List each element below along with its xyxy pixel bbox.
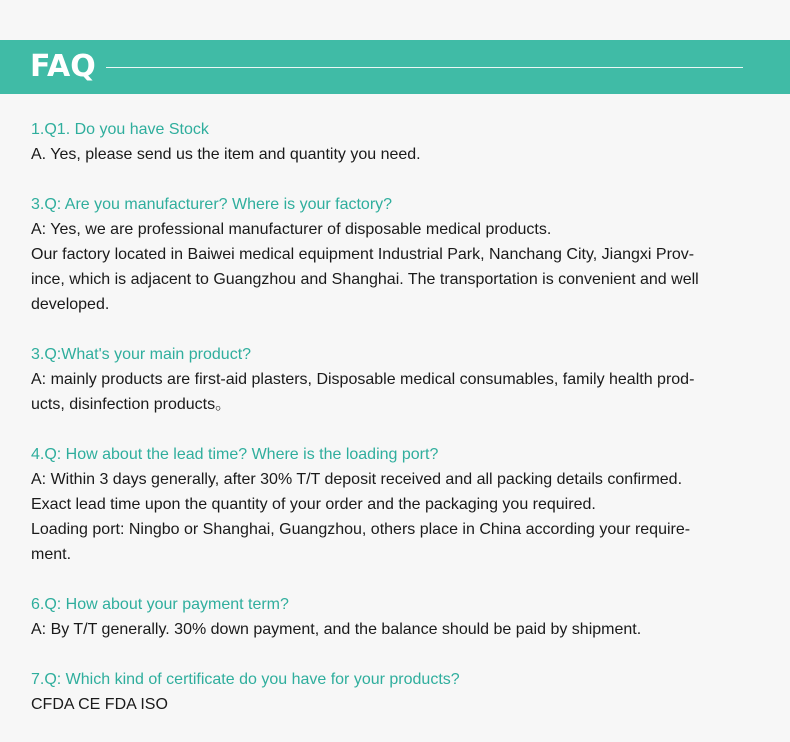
faq-item xyxy=(31,342,766,417)
faq-answer-line: ment. xyxy=(31,546,72,563)
faq-answer-line: CFDA CE FDA ISO xyxy=(31,696,168,713)
faq-item xyxy=(31,192,766,317)
faq-answer-line: ince, which is adjacent to Guangzhou and Shanghai. The transportation is convenient and well xyxy=(31,271,699,288)
faq-answer-line: developed. xyxy=(31,296,110,313)
faq-answer-line: Exact lead time upon the quantity of your order and the packaging you required. xyxy=(31,496,596,513)
faq-item xyxy=(31,592,766,642)
faq-question: 7.Q: Which kind of certificate do you have for your products? xyxy=(31,671,460,688)
faq-question: 1.Q1. Do you have Stock xyxy=(31,121,209,138)
faq-answer-line: Our factory located in Baiwei medical equipment Industrial Park, Nanchang City, Jiangxi Prov- xyxy=(31,246,695,263)
faq-answer-line: A: mainly products are first-aid plasters, Disposable medical consumables, family health prod- xyxy=(31,371,695,388)
faq-answer-line: A: Yes, we are professional manufacturer of disposable medical products. xyxy=(31,221,552,238)
faq-item xyxy=(31,667,766,717)
faq-list xyxy=(31,117,766,742)
faq-question: 3.Q: Are you manufacturer? Where is your factory? xyxy=(31,196,393,213)
faq-answer-line: ucts, disinfection products。 xyxy=(31,396,232,413)
faq-answer-line: A. Yes, please send us the item and quantity you need. xyxy=(31,146,421,163)
faq-question: 6.Q: How about your payment term? xyxy=(31,596,289,613)
faq-question: 4.Q: How about the lead time? Where is the loading port? xyxy=(31,446,439,463)
faq-header-divider xyxy=(106,67,743,68)
faq-answer-line: A: Within 3 days generally, after 30% T/T deposit received and all packing details confirmed. xyxy=(31,471,683,488)
faq-header-banner xyxy=(0,40,790,94)
faq-answer-line: A: By T/T generally. 30% down payment, and the balance should be paid by shipment. xyxy=(31,621,642,638)
faq-title: FAQ xyxy=(30,49,96,84)
faq-answer-line: Loading port: Ningbo or Shanghai, Guangzhou, others place in China according your require- xyxy=(31,521,691,538)
faq-item xyxy=(31,117,766,167)
faq-item xyxy=(31,442,766,567)
faq-question: 3.Q:What's your main product? xyxy=(31,346,252,363)
